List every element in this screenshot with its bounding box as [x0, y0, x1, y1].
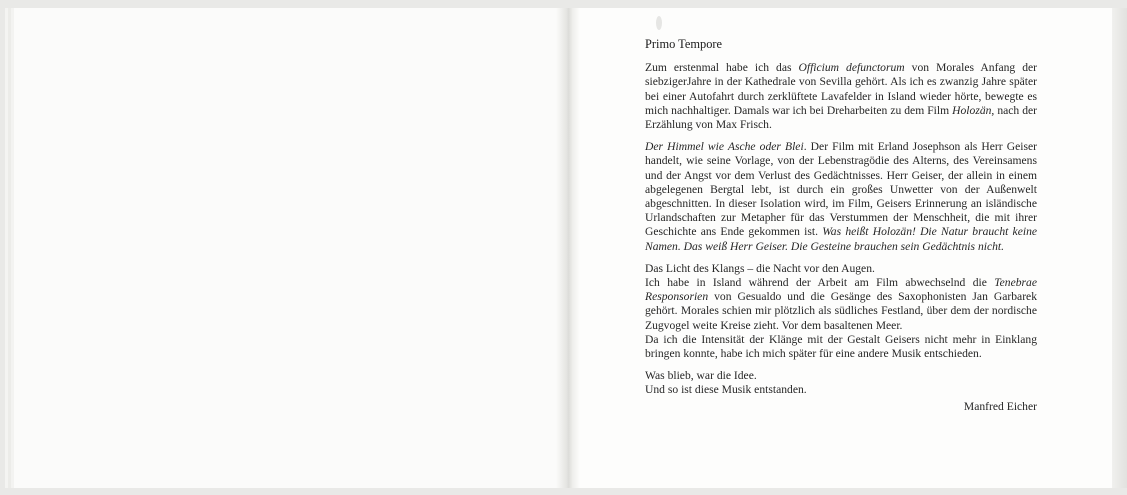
paragraph-3 — [645, 262, 1037, 361]
film-title: Der Himmel wie Asche oder Blei — [645, 140, 804, 154]
paragraph-1 — [645, 61, 1037, 132]
page-edge — [1112, 8, 1127, 488]
section-title: Primo Tempore — [645, 37, 723, 51]
text-run: von Gesualdo und die Gesänge des Saxophonisten Jan Garbarek gehört. Morales schien mir plötzlich als südliches Festland, über dem der nordische Zugvogel weite Kreise zieht. Vor dem basaltenen Meer. — [645, 290, 1037, 332]
left-page — [14, 8, 566, 488]
paper-mark — [656, 16, 662, 30]
text-run: . Der Film mit Erland Josephson als Herr Geiser handelt, wie seine Vorlage, von der Lebenstragödie des Alterns, des Vereinsamens und der Angst vor dem Verlust des Gedächtnisses. Herr Geiser, der allein in einem abgelegenen Bergtal lebt, ist durch ein großes Unwetter von der Außenwelt abgeschnitten. In dieser Isolation wird, im Film, Geisers Erinnerung an isländische Urlandschaften zur Metapher für das Verstummen der Menschheit, die mit ihrer Geschichte ans Ende gekommen ist. — [645, 140, 1037, 239]
work-title: Officium defunctorum — [798, 61, 905, 75]
spine-gutter — [556, 8, 580, 488]
paragraph-2 — [645, 140, 1037, 254]
quote: Was heißt Holozän! Die Natur braucht keine Namen. Das weiß Herr Geiser. Die Gesteine brauchen sein Gedächtnis nicht. — [645, 225, 1038, 253]
text-line: Das Licht des Klangs – die Nacht vor den Augen. — [645, 261, 875, 275]
text-line: Und so ist diese Musik entstanden. — [645, 383, 807, 397]
work-title: Tenebrae Responsorien — [645, 276, 1037, 304]
text-run: Ich habe in Island während der Arbeit am Film abwechselnd die — [645, 276, 995, 290]
text-run: Zum erstenmal habe ich das — [645, 61, 799, 75]
text-block — [645, 276, 1037, 333]
text-line: Da ich die Intensität der Klänge mit der Gestalt Geisers nicht mehr in Einklang bringen konnte, habe ich mich später für eine andere Musik entschieden. — [645, 332, 1037, 361]
liner-notes-text — [645, 37, 1037, 414]
text-run: von Morales Anfang der siebzigerJahre in der Kathedrale von Sevilla gehört. Als ich es zwanzig Jahre später bei einer Autofahrt durch zerklüftete Lavafelder in Island wieder hörte, bewegte es mich nachhaltiger. Damals war ich bei Dreharbeiten zu dem Film — [645, 61, 1037, 117]
text-run: , nach der Erzählung von Max Frisch. — [645, 103, 1037, 132]
text-line: Was blieb, war die Idee. — [645, 369, 757, 383]
film-title: Holozän — [952, 103, 992, 117]
paragraph-4 — [645, 369, 1037, 397]
signature: Manfred Eicher — [963, 399, 1037, 413]
